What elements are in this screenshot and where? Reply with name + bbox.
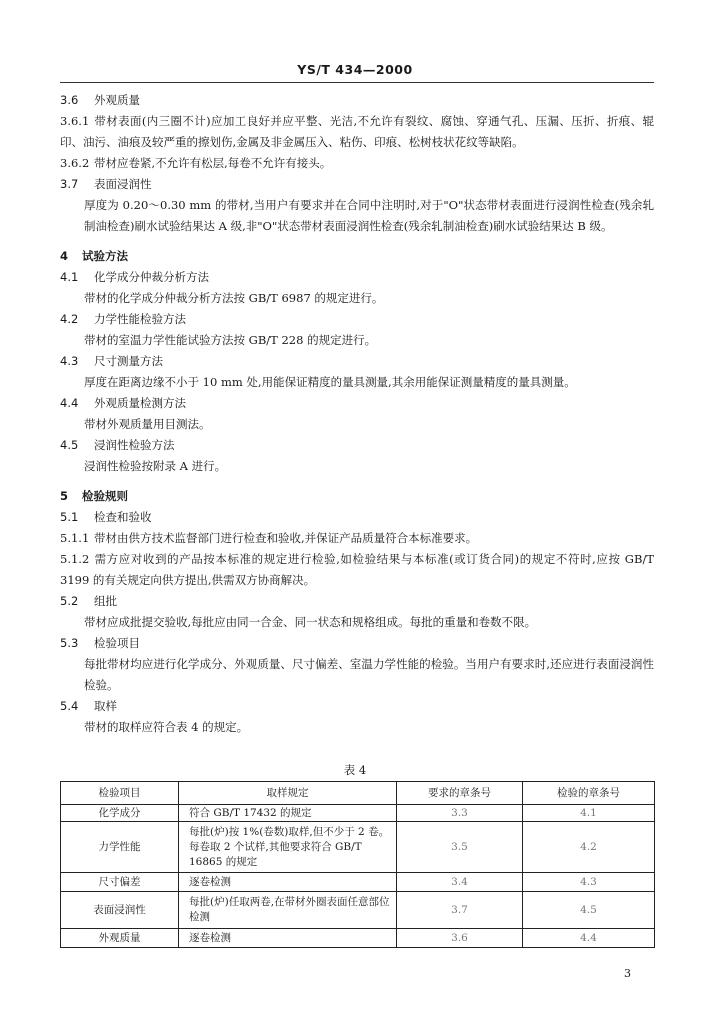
- section-4-1-heading: 4.1 化学成分仲裁分析方法: [60, 270, 209, 284]
- section-4-2-text: 带材的室温力学性能试验方法按 GB/T 228 的规定进行。: [84, 333, 377, 347]
- table-cell: 尺寸偏差: [61, 873, 179, 892]
- body-content: [60, 90, 654, 738]
- section-5-4-heading: 5.4 取样: [60, 699, 117, 713]
- table-cell: 3.7: [397, 892, 523, 929]
- section-4-3-heading: 4.3 尺寸测量方法: [60, 354, 163, 368]
- table-cell: 逐卷检测: [179, 873, 397, 892]
- table-row: [61, 873, 655, 892]
- standard-code-header: YS/T 434—2000: [297, 62, 413, 77]
- section-3-6-2: 3.6.2 带材应卷紧,不允许有松层,每卷不允许有接头。: [60, 156, 332, 170]
- section-3-7-heading: 3.7 表面浸润性: [60, 177, 152, 191]
- table-cell: 4.5: [523, 892, 655, 929]
- section-3-6-heading: 3.6 外观质量: [60, 93, 140, 107]
- section-3-6-1: 3.6.1 带材表面(内三圈不计)应加工良好并应平整、光洁,不允许有裂纹、腐蚀、穿通气孔、压漏、压折、折痕、辊印、油污、油痕及较严重的擦划伤,金属及非金属压入、粘伤、印痕、松树枝状花纹等缺陷。: [60, 114, 654, 149]
- table-cell: 3.4: [397, 873, 523, 892]
- table-cell: 力学性能: [61, 822, 179, 873]
- table-caption: 表 4: [343, 763, 367, 777]
- sampling-table: [60, 781, 655, 948]
- table-cell: 4.1: [523, 805, 655, 822]
- section-5-1-heading: 5.1 检查和验收: [60, 510, 152, 524]
- table-cell: 3.3: [397, 805, 523, 822]
- table-row: [61, 892, 655, 929]
- section-4-1-text: 带材的化学成分仲裁分析方法按 GB/T 6987 的规定进行。: [84, 291, 384, 305]
- section-4-4-text: 带材外观质量用目测法。: [84, 417, 211, 431]
- table-header-cell: 要求的章条号: [397, 782, 523, 805]
- section-4-heading: 4 试验方法: [60, 249, 128, 263]
- section-5-4-text: 带材的取样应符合表 4 的规定。: [84, 720, 249, 734]
- table-cell: 4.3: [523, 873, 655, 892]
- table-cell: 表面浸润性: [61, 892, 179, 929]
- table-row: [61, 929, 655, 948]
- table-header-row: [61, 782, 655, 805]
- table-cell: 符合 GB/T 17432 的规定: [179, 805, 397, 822]
- table-cell: 每批(炉)按 1%(卷数)取样,但不少于 2 卷。每卷取 2 个试样,其他要求符合 GB/T 16865 的规定: [179, 822, 397, 873]
- section-5-3-text: 每批带材均应进行化学成分、外观质量、尺寸偏差、室温力学性能的检验。当用户有要求时,还应进行表面浸润性检验。: [84, 657, 654, 692]
- table-cell: 外观质量: [61, 929, 179, 948]
- section-5-2-text: 带材应成批提交验收,每批应由同一合金、同一状态和规格组成。每批的重量和卷数不限。: [84, 615, 537, 629]
- table-cell: 3.5: [397, 822, 523, 873]
- section-5-1-1: 5.1.1 带材由供方技术监督部门进行检查和验收,并保证产品质量符合本标准要求。: [60, 531, 478, 545]
- section-5-heading: 5 检验规则: [60, 489, 128, 503]
- section-4-5-heading: 4.5 浸润性检验方法: [60, 438, 175, 452]
- table-row: [61, 822, 655, 873]
- section-5-1-2: 5.1.2 需方应对收到的产品按本标准的规定进行检验,如检验结果与本标准(或订货合同)的规定不符时,应按 GB/T 3199 的有关规定向供方提出,供需双方协商解决。: [60, 552, 654, 587]
- table-header-cell: 检验的章条号: [523, 782, 655, 805]
- section-4-2-heading: 4.2 力学性能检验方法: [60, 312, 186, 326]
- table-cell: 化学成分: [61, 805, 179, 822]
- table-cell: 4.2: [523, 822, 655, 873]
- table-cell: 4.4: [523, 929, 655, 948]
- table-header-cell: 检验项目: [61, 782, 179, 805]
- section-5-3-heading: 5.3 检验项目: [60, 636, 140, 650]
- table-header-cell: 取样规定: [179, 782, 397, 805]
- section-4-3-text: 厚度在距离边缘不小于 10 mm 处,用能保证精度的量具测量,其余用能保证测量精度的量具测量。: [84, 375, 576, 389]
- section-3-7-text: 厚度为 0.20～0.30 mm 的带材,当用户有要求并在合同中注明时,对于"O"状态带材表面进行浸润性检查(残余轧制油检查)刷水试验结果达 A 级,非"O"状态带材表面浸润性检查(残余轧制油检查)刷水试验结果达 B 级。: [84, 198, 654, 233]
- table-cell: 每批(炉)任取两卷,在带材外圈表面任意部位检测: [179, 892, 397, 929]
- section-4-4-heading: 4.4 外观质量检测方法: [60, 396, 186, 410]
- header-rule: [60, 82, 654, 83]
- table-cell: 逐卷检测: [179, 929, 397, 948]
- table-row: [61, 805, 655, 822]
- section-4-5-text: 浸润性检验按附录 A 进行。: [84, 459, 227, 473]
- page-number: 3: [624, 967, 631, 980]
- table-cell: 3.6: [397, 929, 523, 948]
- section-5-2-heading: 5.2 组批: [60, 594, 117, 608]
